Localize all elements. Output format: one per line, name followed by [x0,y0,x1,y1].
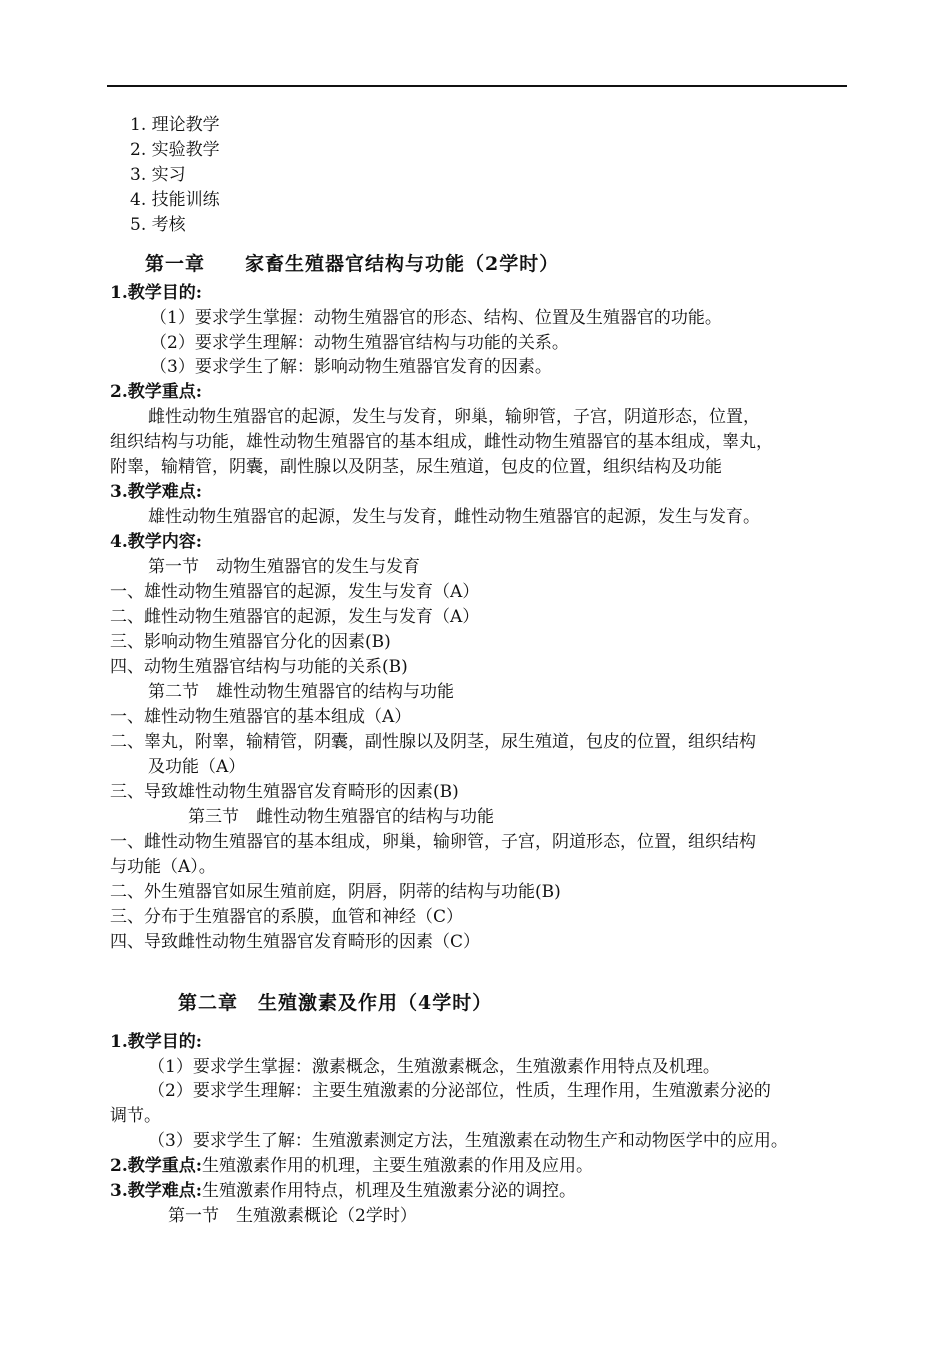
section-title: 第一节 生殖激素概论（2学时） [168,1206,417,1226]
list-item: 一、雄性动物生殖器官的基本组成（A） [110,707,412,727]
ch1-key-line: 附睾，输精管，阴囊，副性腺以及阴茎，尿生殖道，包皮的位置，组织结构及功能 [110,457,722,477]
chapter-1-title: 第一章 家畜生殖器官结构与功能（2学时） [145,253,560,275]
ch1-goal-label: 1.教学目的: [110,283,203,303]
ch1-content-label: 4.教学内容: [110,532,203,552]
toc-item: 1. 理论教学 [130,115,220,135]
list-item: 三、分布于生殖器官的系膜，血管和神经（C） [110,907,464,927]
toc-item: 2. 实验教学 [130,140,220,160]
section-title: 第一节 动物生殖器官的发生与发育 [148,557,420,577]
list-item: 四、导致雌性动物生殖器官发育畸形的因素（C） [110,932,481,952]
list-item: 二、睾丸，附睾，输精管，阴囊，副性腺以及阴茎，尿生殖道，包皮的位置，组织结构 [110,732,756,752]
ch1-key-line: 雌性动物生殖器官的起源，发生与发育，卵巢，输卵管，子宫，阴道形态，位置， [148,407,760,427]
list-item: 二、外生殖器官如尿生殖前庭，阴唇，阴蒂的结构与功能(B) [110,882,561,902]
section-title: 第三节 雌性动物生殖器官的结构与功能 [188,807,494,827]
list-item: 一、雌性动物生殖器官的基本组成，卵巢，输卵管，子宫，阴道形态，位置，组织结构 [110,832,756,852]
section-title: 第二节 雄性动物生殖器官的结构与功能 [148,682,454,702]
ch2-diff-text: 生殖激素作用特点，机理及生殖激素分泌的调控。 [202,1181,577,1201]
ch2-goal-label: 1.教学目的: [110,1032,203,1052]
ch2-goal: （2）要求学生理解：主要生殖激素的分泌部位，性质，生理作用，生殖激素分泌的 [148,1081,771,1101]
ch1-goal: （2）要求学生理解：动物生殖器官结构与功能的关系。 [150,333,569,353]
ch2-diff-label: 3.教学难点: [110,1181,203,1201]
ch2-key-text: 生殖激素作用的机理，主要生殖激素的作用及应用。 [202,1156,594,1176]
ch2-goal-continued: 调节。 [110,1106,161,1126]
ch2-key-row [110,1155,593,1177]
ch1-goal: （3）要求学生了解：影响动物生殖器官发育的因素。 [150,357,552,377]
list-item: 三、影响动物生殖器官分化的因素(B) [110,632,391,652]
list-item-continued: 与功能（A）。 [110,857,216,877]
toc-item: 3. 实习 [130,165,186,185]
ch2-key-label: 2.教学重点: [110,1156,203,1176]
ch1-diff-label: 3.教学难点: [110,482,203,502]
list-item: 一、雄性动物生殖器官的起源，发生与发育（A） [110,582,480,602]
list-item: 四、动物生殖器官结构与功能的关系(B) [110,657,408,677]
ch2-goal: （1）要求学生掌握：激素概念，生殖激素概念，生殖激素作用特点及机理。 [148,1057,720,1077]
ch1-diff-line: 雄性动物生殖器官的起源，发生与发育，雌性动物生殖器官的起源，发生与发育。 [148,507,760,527]
chapter-2-title: 第二章 生殖激素及作用（4学时） [178,992,493,1014]
list-item-continued: 及功能（A） [148,757,246,777]
ch1-goal: （1）要求学生掌握：动物生殖器官的形态、结构、位置及生殖器官的功能。 [150,308,722,328]
toc-item: 5. 考核 [130,215,186,235]
toc-item: 4. 技能训练 [130,190,220,210]
list-item: 三、导致雄性动物生殖器官发育畸形的因素(B) [110,782,459,802]
ch2-diff-row [110,1180,576,1202]
header-rule [107,85,847,87]
list-item: 二、雌性动物生殖器官的起源，发生与发育（A） [110,607,480,627]
ch1-key-line: 组织结构与功能，雄性动物生殖器官的基本组成，雌性动物生殖器官的基本组成，睾丸， [110,432,773,452]
ch2-goal: （3）要求学生了解：生殖激素测定方法，生殖激素在动物生产和动物医学中的应用。 [148,1131,788,1151]
ch1-key-label: 2.教学重点: [110,382,203,402]
